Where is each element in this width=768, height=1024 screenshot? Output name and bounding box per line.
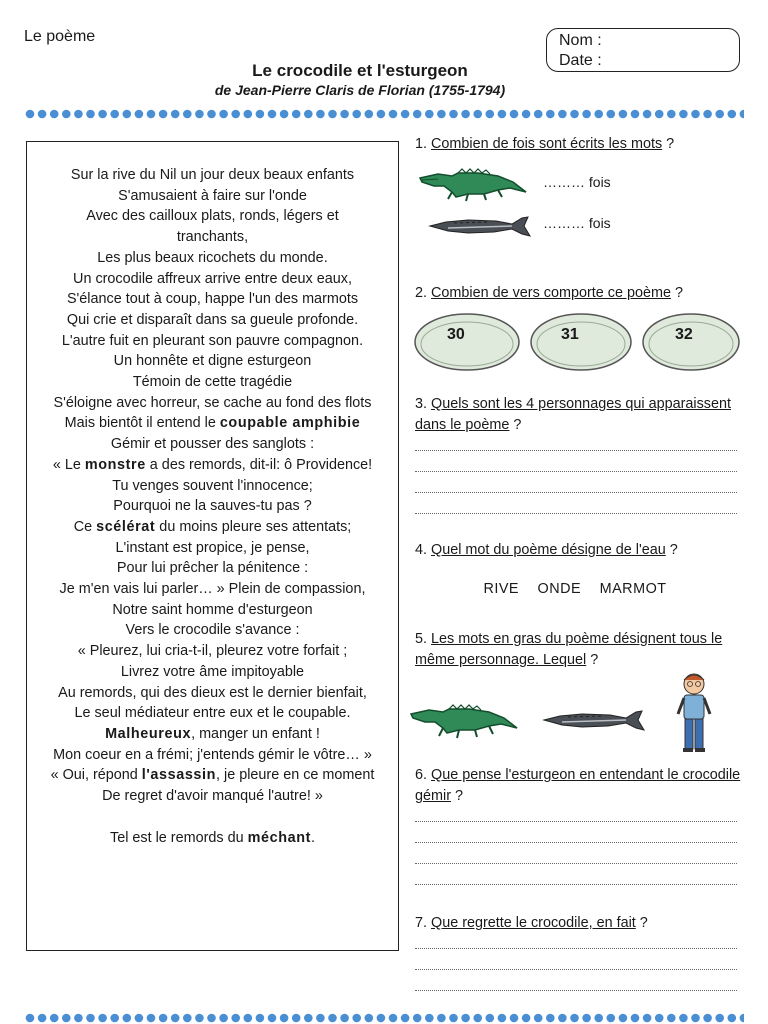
separator-dot <box>207 1014 216 1023</box>
poem-line: « Oui, répond l'assassin, je pleure en ce moment <box>50 767 375 784</box>
separator-dot <box>171 110 180 119</box>
separator-dot <box>304 1014 313 1023</box>
answer-line[interactable] <box>415 842 737 843</box>
question-5: 5. Les mots en gras du poème désignent tous le même personnage. Lequel ? <box>415 631 723 668</box>
separator-dot <box>582 110 591 119</box>
separator-dot <box>728 110 737 119</box>
separator-dot <box>292 110 301 119</box>
sturgeon-icon[interactable] <box>542 708 646 734</box>
poem-line: Les plus beaux ricochets du monde. <box>97 249 328 266</box>
separator-dot <box>304 110 313 119</box>
sturgeon-count[interactable]: ……… fois <box>543 215 611 231</box>
separator-dot <box>691 110 700 119</box>
separator-dot <box>740 1014 744 1023</box>
answer-line[interactable] <box>415 884 737 885</box>
separator-dot <box>123 1014 132 1023</box>
separator-dot <box>498 1014 507 1023</box>
separator-dot <box>62 110 71 119</box>
separator-dot <box>667 1014 676 1023</box>
answer-line[interactable] <box>415 821 737 822</box>
answer-line[interactable] <box>415 513 737 514</box>
separator-dot <box>244 110 253 119</box>
separator-dot <box>655 110 664 119</box>
egg-icon <box>413 312 521 372</box>
separator-dot <box>607 110 616 119</box>
separator-dot <box>703 1014 712 1023</box>
question-7: 7. Que regrette le crocodile, en fait ? <box>415 915 648 931</box>
poem-line: S'élance tout à coup, happe l'un des marmots <box>66 291 359 308</box>
question-6: 6. Que pense l'esturgeon en entendant le crocodile gémir ? <box>415 767 741 804</box>
separator-dot <box>691 1014 700 1023</box>
separator-dot <box>401 1014 410 1023</box>
answer-option-30[interactable] <box>413 312 521 372</box>
poem-line: Je m'en vais lui parler… » Plein de compassion, <box>59 581 366 598</box>
poem-line: L'instant est propice, je pense, <box>115 539 310 556</box>
bottom-dot-separator <box>24 1012 744 1024</box>
answer-line[interactable] <box>415 471 737 472</box>
separator-dot <box>280 110 289 119</box>
separator-dot <box>413 1014 422 1023</box>
answer-line[interactable] <box>415 990 737 991</box>
separator-dot <box>522 1014 531 1023</box>
poem-author: de Jean-Pierre Claris de Florian (1755-1794) <box>214 82 506 98</box>
separator-dot <box>195 1014 204 1023</box>
date-label: Date : <box>559 52 602 69</box>
poem-line: S'éloigne avec horreur, se cache au fond des flots <box>53 394 372 411</box>
separator-dot <box>231 110 240 119</box>
separator-dot <box>159 1014 168 1023</box>
separator-dot <box>619 110 628 119</box>
crocodile-icon[interactable] <box>409 700 519 742</box>
poem-line: Le seul médiateur entre eux et le coupable. <box>74 705 351 722</box>
separator-dot <box>147 110 156 119</box>
separator-dot <box>534 1014 543 1023</box>
separator-dot <box>352 1014 361 1023</box>
separator-dot <box>679 110 688 119</box>
separator-dot <box>74 110 83 119</box>
question-4: 4. Quel mot du poème désigne de l'eau ? <box>415 542 678 558</box>
poem-line: Pourquoi ne la sauves-tu pas ? <box>113 498 312 515</box>
answer-line[interactable] <box>415 863 737 864</box>
separator-dot <box>377 110 386 119</box>
separator-dot <box>171 1014 180 1023</box>
option-label: 32 <box>675 326 693 343</box>
separator-dot <box>219 1014 228 1023</box>
separator-dot <box>147 1014 156 1023</box>
separator-dot <box>98 1014 107 1023</box>
answer-option-32[interactable] <box>641 312 741 372</box>
poem-text <box>27 165 398 848</box>
poem-line: Un crocodile affreux arrive entre deux eaux, <box>73 270 352 287</box>
poem-line: Au remords, qui des dieux est le dernier bienfait, <box>58 684 367 701</box>
separator-dot <box>461 1014 470 1023</box>
separator-dot <box>486 1014 495 1023</box>
separator-dot <box>38 110 47 119</box>
poem-box <box>26 141 399 951</box>
separator-dot <box>703 110 712 119</box>
poem-line: « Pleurez, lui cria-t-il, pleurez votre forfait ; <box>77 643 348 660</box>
poem-line <box>27 807 398 828</box>
separator-dot <box>643 1014 652 1023</box>
poem-line: tranchants, <box>176 229 249 246</box>
option-label: 30 <box>447 326 465 343</box>
separator-dot <box>594 110 603 119</box>
separator-dot <box>715 1014 724 1023</box>
separator-dot <box>449 110 458 119</box>
separator-dot <box>425 1014 434 1023</box>
separator-dot <box>207 110 216 119</box>
separator-dot <box>667 110 676 119</box>
question-1: 1. Combien de fois sont écrits les mots ? <box>415 136 675 152</box>
poem-line: Ce scélérat du moins pleure ses attentats; <box>73 518 352 535</box>
separator-dot <box>619 1014 628 1023</box>
separator-dot <box>26 1014 35 1023</box>
poem-line: Vers le crocodile s'avance : <box>125 622 300 639</box>
separator-dot <box>135 110 144 119</box>
poem-line: Tel est le remords du méchant. <box>110 829 315 846</box>
separator-dot <box>328 110 337 119</box>
separator-dot <box>534 110 543 119</box>
poem-line: Avec des cailloux plats, ronds, légers et <box>86 208 339 225</box>
separator-dot <box>655 1014 664 1023</box>
separator-dot <box>316 1014 325 1023</box>
separator-dot <box>715 110 724 119</box>
separator-dot <box>631 110 640 119</box>
separator-dot <box>74 1014 83 1023</box>
separator-dot <box>292 1014 301 1023</box>
separator-dot <box>195 110 204 119</box>
poem-line: Notre saint homme d'esturgeon <box>112 601 313 618</box>
poem-line: Tu venges souvent l'innocence; <box>112 477 313 494</box>
separator-dot <box>389 1014 398 1023</box>
separator-dot <box>643 110 652 119</box>
separator-dot <box>123 110 132 119</box>
separator-dot <box>38 1014 47 1023</box>
separator-dot <box>473 1014 482 1023</box>
separator-dot <box>98 110 107 119</box>
separator-dot <box>280 1014 289 1023</box>
poem-title: Le crocodile et l'esturgeon <box>252 61 468 80</box>
separator-dot <box>219 110 228 119</box>
section-label: Le poème <box>24 28 96 45</box>
separator-dot <box>461 110 470 119</box>
separator-dot <box>352 110 361 119</box>
word-choices: RIVE ONDE MARMOT <box>483 581 667 597</box>
name-label: Nom : <box>559 32 602 49</box>
poem-line: S'amusaient à faire sur l'onde <box>118 187 307 204</box>
answer-line[interactable] <box>415 492 737 493</box>
separator-dot <box>86 110 95 119</box>
separator-dot <box>510 110 519 119</box>
separator-dot <box>26 110 35 119</box>
poem-line: Malheureux, manger un enfant ! <box>105 725 320 742</box>
separator-dot <box>582 1014 591 1023</box>
separator-dot <box>522 110 531 119</box>
question-3: 3. Quels sont les 4 personnages qui apparaissent dans le poème ? <box>415 396 731 433</box>
separator-dot <box>340 110 349 119</box>
sturgeon-icon <box>428 214 532 240</box>
separator-dot <box>607 1014 616 1023</box>
separator-dot <box>110 110 119 119</box>
separator-dot <box>365 1014 374 1023</box>
poem-line: Pour lui prêcher la pénitence : <box>116 560 309 577</box>
poem-line: Gémir et pousser des sanglots : <box>110 436 315 453</box>
name-date-box <box>546 28 740 72</box>
separator-dot <box>546 1014 555 1023</box>
separator-dot <box>50 110 59 119</box>
answer-option-31[interactable] <box>529 312 633 372</box>
separator-dot <box>594 1014 603 1023</box>
answer-line[interactable] <box>415 450 737 451</box>
separator-dot <box>740 110 744 119</box>
separator-dot <box>570 1014 579 1023</box>
separator-dot <box>558 1014 567 1023</box>
separator-dot <box>498 110 507 119</box>
option-label: 31 <box>561 326 579 343</box>
separator-dot <box>558 110 567 119</box>
separator-dot <box>449 1014 458 1023</box>
separator-dot <box>486 110 495 119</box>
separator-dot <box>50 1014 59 1023</box>
separator-dot <box>570 110 579 119</box>
separator-dot <box>316 110 325 119</box>
boy-icon[interactable] <box>674 670 714 754</box>
poem-line: Mais bientôt il entend le coupable amphibie <box>64 415 361 432</box>
poem-line: Sur la rive du Nil un jour deux beaux enfants <box>70 167 355 183</box>
separator-dot <box>268 1014 277 1023</box>
separator-dot <box>377 1014 386 1023</box>
separator-dot <box>401 110 410 119</box>
poem-line: L'autre fuit en pleurant son pauvre compagnon. <box>61 332 364 349</box>
poem-line: Témoin de cette tragédie <box>132 374 293 391</box>
separator-dot <box>135 1014 144 1023</box>
separator-dot <box>244 1014 253 1023</box>
separator-dot <box>389 110 398 119</box>
egg-icon <box>529 312 633 372</box>
separator-dot <box>110 1014 119 1023</box>
poem-line: De regret d'avoir manqué l'autre! » <box>102 788 323 805</box>
poem-line: Mon coeur en a frémi; j'entends gémir le vôtre… » <box>53 746 372 763</box>
separator-dot <box>268 110 277 119</box>
separator-dot <box>183 110 192 119</box>
separator-dot <box>340 1014 349 1023</box>
poem-line: Qui crie et disparaît dans sa gueule profonde. <box>66 311 359 328</box>
separator-dot <box>425 110 434 119</box>
separator-dot <box>473 110 482 119</box>
poem-line: Un honnête et digne esturgeon <box>113 353 312 370</box>
separator-dot <box>62 1014 71 1023</box>
answer-line[interactable] <box>415 948 737 949</box>
separator-dot <box>437 110 446 119</box>
question-2: 2. Combien de vers comporte ce poème ? <box>415 285 683 301</box>
separator-dot <box>437 1014 446 1023</box>
separator-dot <box>631 1014 640 1023</box>
crocodile-count[interactable]: ……… fois <box>543 174 611 190</box>
poem-line: Livrez votre âme impitoyable <box>120 663 305 680</box>
separator-dot <box>231 1014 240 1023</box>
separator-dot <box>86 1014 95 1023</box>
separator-dot <box>510 1014 519 1023</box>
separator-dot <box>328 1014 337 1023</box>
separator-dot <box>413 110 422 119</box>
poem-line: « Le monstre a des remords, dit-il: ô Providence! <box>52 456 373 473</box>
separator-dot <box>159 110 168 119</box>
separator-dot <box>679 1014 688 1023</box>
crocodile-icon <box>418 164 528 204</box>
separator-dot <box>256 110 265 119</box>
separator-dot <box>256 1014 265 1023</box>
separator-dot <box>183 1014 192 1023</box>
separator-dot <box>728 1014 737 1023</box>
top-dot-separator <box>24 108 744 120</box>
answer-line[interactable] <box>415 969 737 970</box>
separator-dot <box>365 110 374 119</box>
separator-dot <box>546 110 555 119</box>
